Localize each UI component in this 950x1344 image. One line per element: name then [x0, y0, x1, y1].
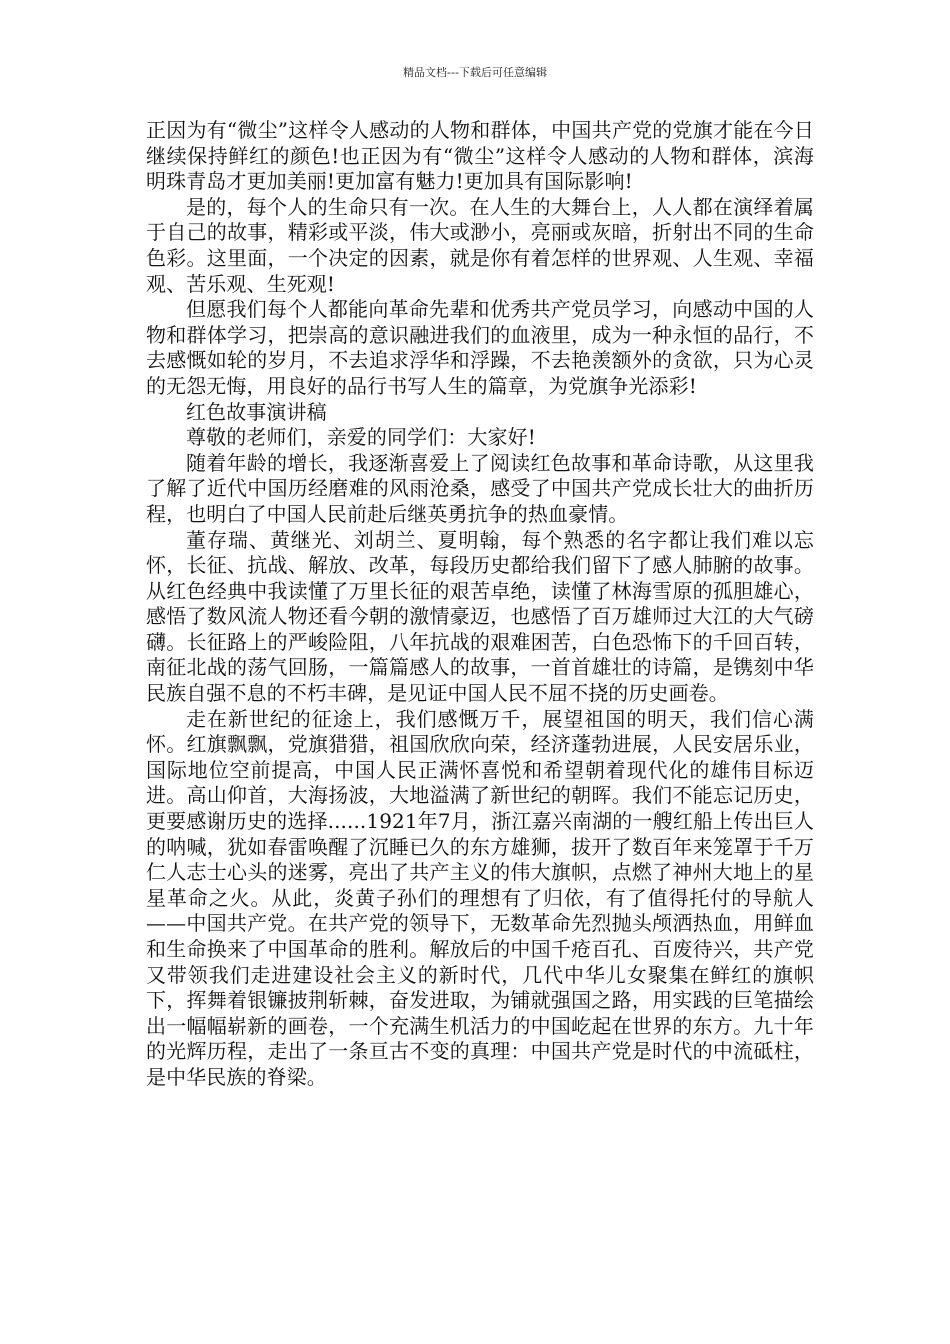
page-header: 精品文档---下载后可任意编辑 [403, 66, 547, 79]
speech-title: 红色故事演讲稿 [186, 399, 327, 424]
document-body [146, 118, 814, 1091]
paragraph-2: 是的，每个人的生命只有一次。在人生的大舞台上，人人都在演绎着属于自己的故事，精彩或平淡，伟大或渺小，亮丽或灰暗，折射出不同的生命色彩。这里面，一个决定的因素，就是你有着怎样的世界观、人生观、幸福观、苦乐观、生死观! [146, 194, 814, 296]
paragraph-3: 但愿我们每个人都能向革命先辈和优秀共产党员学习，向感动中国的人物和群体学习，把崇高的意识融进我们的血液里，成为一种永恒的品行，不去感慨如轮的岁月，不去追求浮华和浮躁，不去艳羡额外的贪欲，只为心灵的无怨无悔，用良好的品行书写人生的篇章，为党旗争光添彩! [146, 297, 814, 398]
paragraph-1: 正因为有“微尘”这样令人感动的人物和群体，中国共产党的党旗才能在今日继续保持鲜红的颜色!也正因为有“微尘”这样令人感动的人物和群体，滨海明珠青岛才更加美丽!更加富有魅力!更加具有国际影响! [146, 118, 814, 194]
paragraph-8: 走在新世纪的征途上，我们感慨万千，展望祖国的明天，我们信心满怀。红旗飘飘，党旗猎猎，祖国欣欣向荣，经济蓬勃进展，人民安居乐业，国际地位空前提高，中国人民正满怀喜悦和希望朝着现代化的雄伟目标迈进。高山仰首，大海扬波，大地溢满了新世纪的朝晖。我们不能忘记历史，更要感谢历史的选择......1921年7月，浙江嘉兴南湖的一艘红船上传出巨人的呐喊，犹如春雷唤醒了沉睡已久的东方雄狮，拔开了数百年来笼罩于千万仁人志士心头的迷雾，亮出了共产主义的伟大旗帜，点燃了神州大地上的星星革命之火。从此，炎黄子孙们的理想有了归依，有了值得托付的导航人——中国共产党。在共产党的领导下，无数革命先烈抛头颅洒热血，用鲜血和生命换来了中国革命的胜利。解放后的中国千疮百孔、百废待兴，共产党又带领我们走进建设社会主义的新时代，几代中华儿女聚集在鲜红的旗帜下，挥舞着银镰披荆斩棘，奋发进取，为铺就强国之路，用实践的巨笔描绘出一幅幅崭新的画卷，一个充满生机活力的中国屹起在世界的东方。九十年的光辉历程，走出了一条亘古不变的真理：中国共产党是时代的中流砥柱，是中华民族的脊梁。 [146, 706, 814, 1089]
salutation: 尊敬的老师们，亲爱的同学们：大家好! [186, 425, 536, 450]
paragraph-7: 董存瑞、黄继光、刘胡兰、夏明翰，每个熟悉的名字都让我们难以忘怀，长征、抗战、解放、改革，每段历史都给我们留下了感人肺腑的故事。从红色经典中我读懂了万里长征的艰苦卓绝，读懂了林海雪原的孤胆雄心，感悟了数风流人物还看今朝的激情豪迈，也感悟了百万雄师过大江的大气磅礴。长征路上的严峻险阻，八年抗战的艰难困苦，白色恐怖下的千回百转，南征北战的荡气回肠，一篇篇感人的故事，一首首雄壮的诗篇，是镌刻中华民族自强不息的不朽丰碑，是见证中国人民不屈不挠的历史画卷。 [146, 527, 814, 706]
paragraph-6: 随着年龄的增长，我逐渐喜爱上了阅读红色故事和革命诗歌，从这里我了解了近代中国历经磨难的风雨沧桑，感受了中国共产党成长壮大的曲折历程，也明白了中国人民前赴后继英勇抗争的热血豪情。 [146, 450, 814, 526]
